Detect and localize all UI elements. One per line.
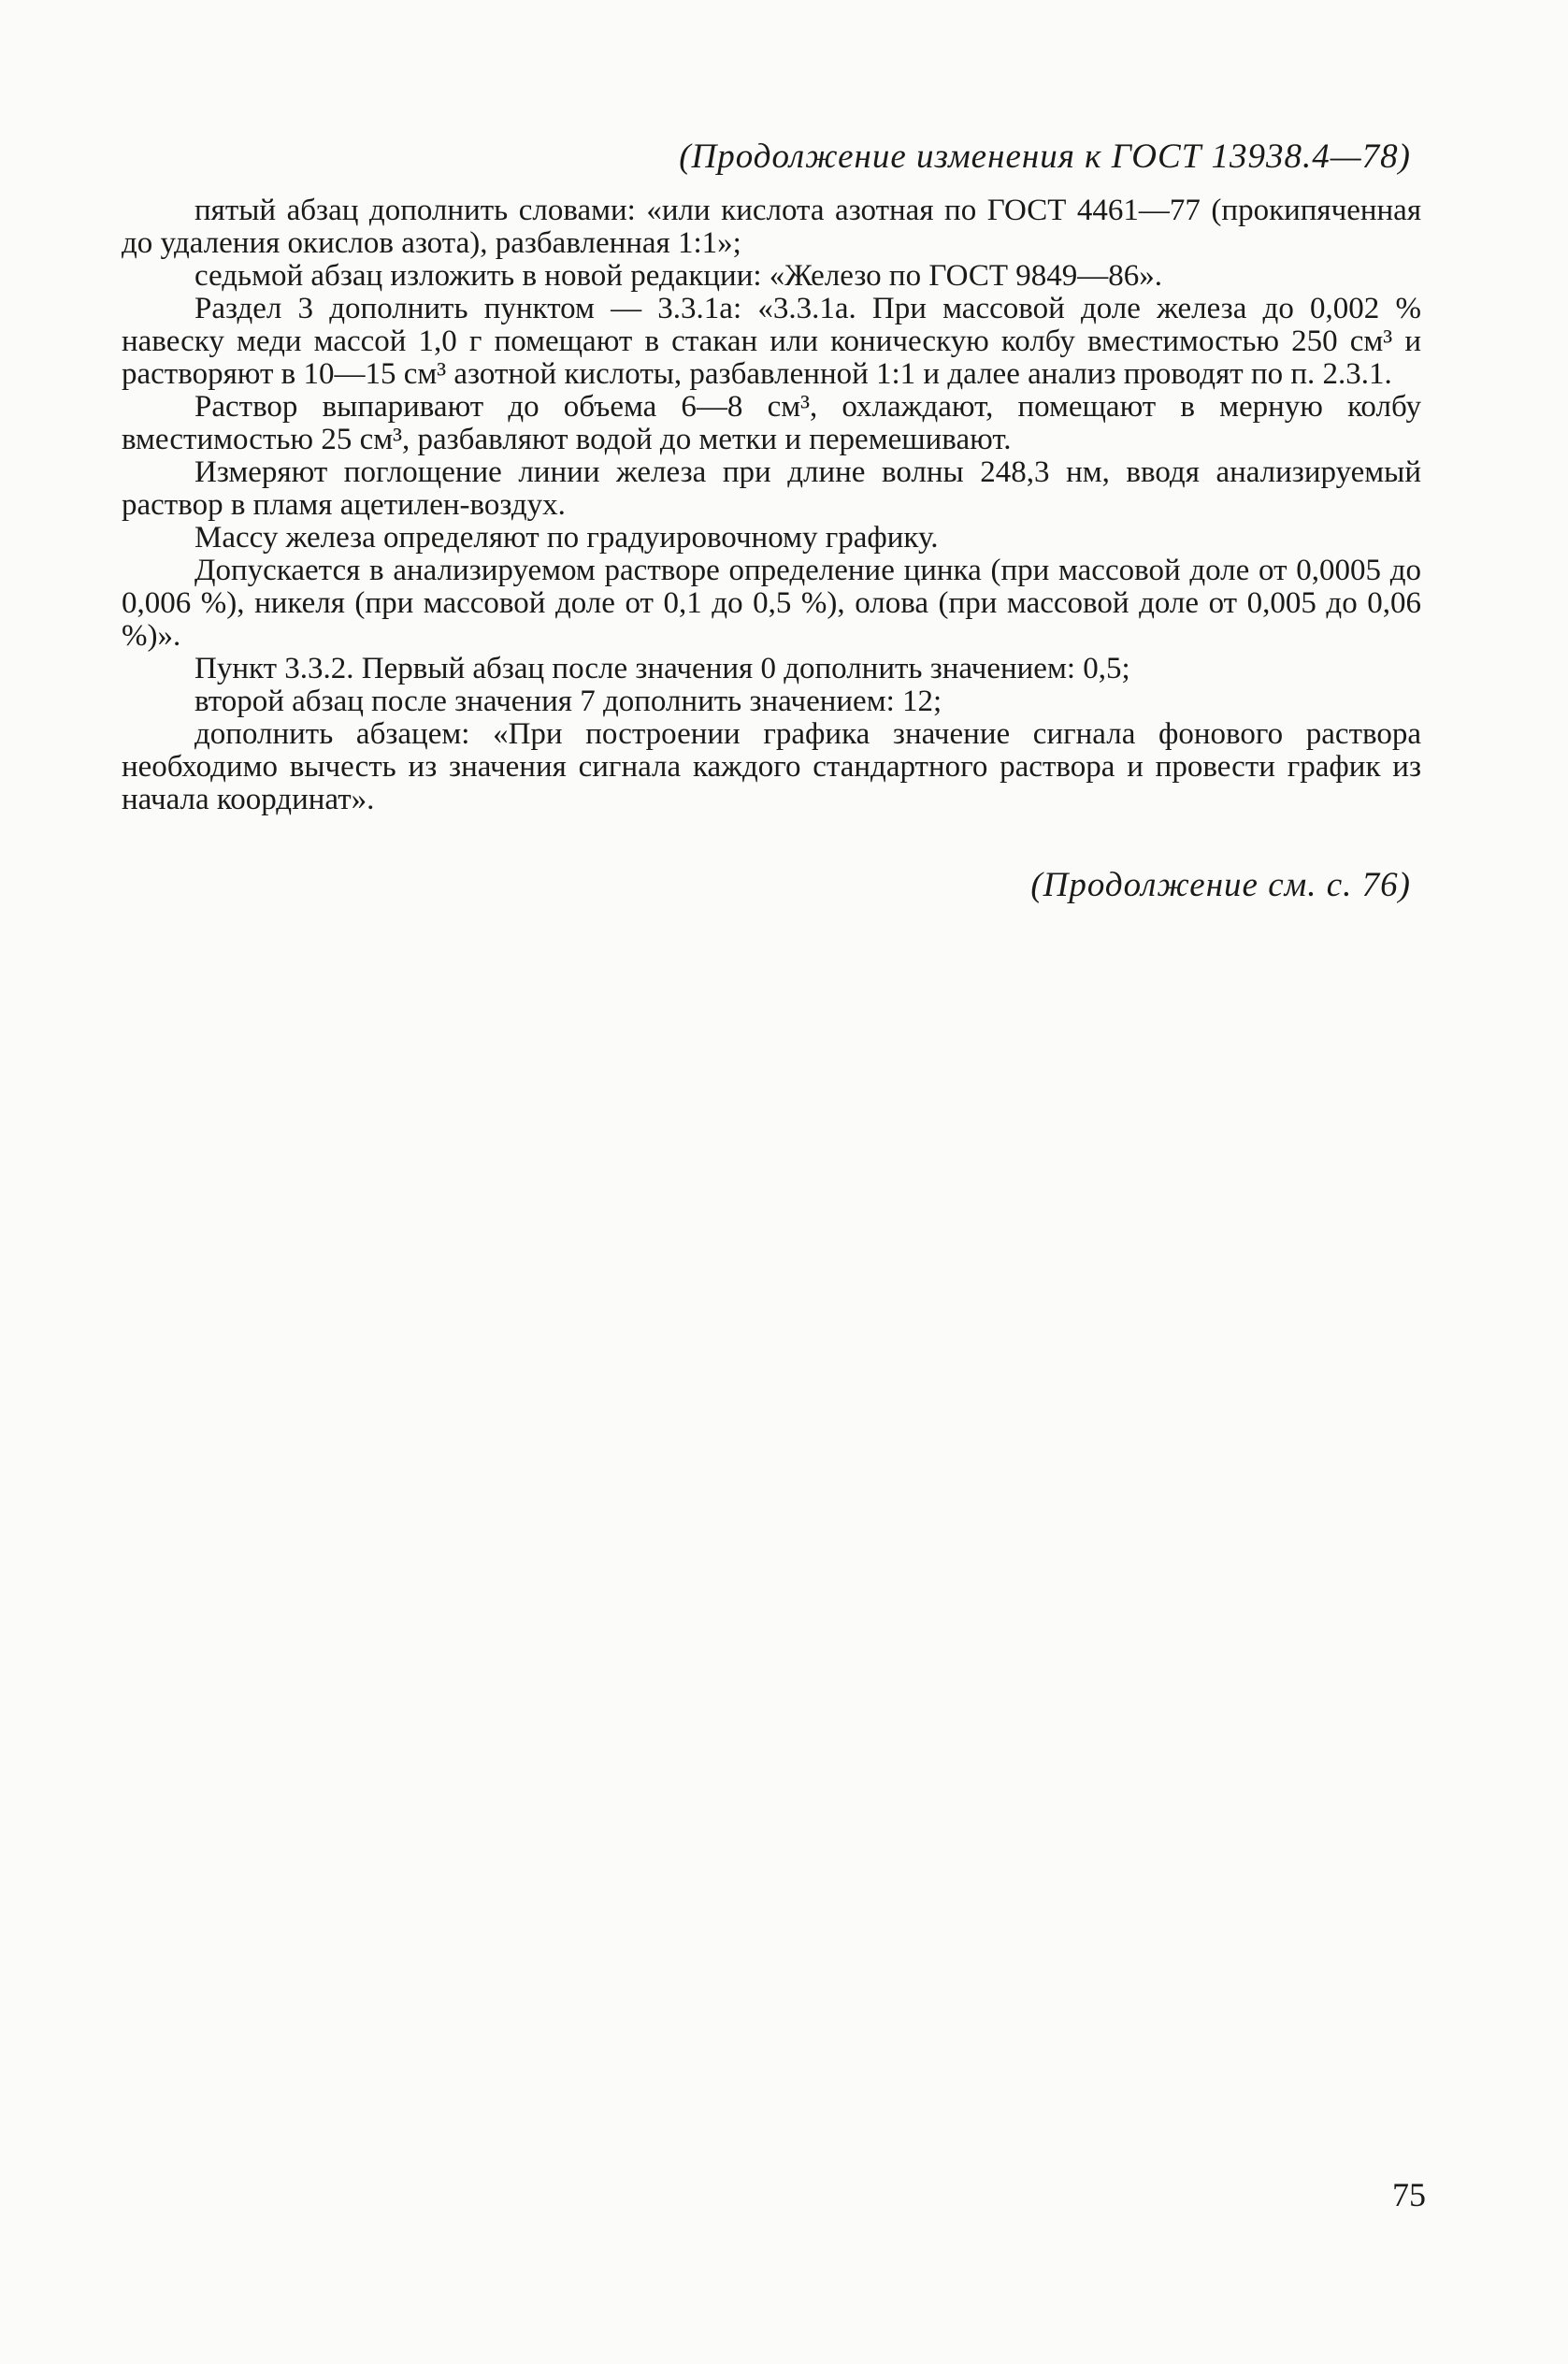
continuation-footer: (Продолжение см. с. 76) <box>1030 866 1411 904</box>
paragraph-fifth-abzac: пятый абзац дополнить словами: «или кислота азотная по ГОСТ 4461—77 (прокипяченная до удаления окислов азота), разбавленная 1:1»; <box>122 194 1421 260</box>
paragraph-iron-mass: Массу железа определяют по градуировочному графику. <box>194 521 939 555</box>
paragraph-seventh-abzac: седьмой абзац изложить в новой редакции: «Железо по ГОСТ 9849—86». <box>194 259 1163 293</box>
page-number: 75 <box>1392 2176 1426 2213</box>
continuation-header: (Продолжение изменения к ГОСТ 13938.4—78) <box>679 137 1411 176</box>
paragraph-absorption-measurement: Измеряют поглощение линии железа при длине волны 248,3 нм, вводя анализируемый раствор в пламя ацетилен-воздух. <box>122 455 1421 522</box>
paragraph-point-3-3-2: Пункт 3.3.2. Первый абзац после значения 0 дополнить значением: 0,5; <box>194 652 1130 685</box>
paragraph-second-abzac: второй абзац после значения 7 дополнить значением: 12; <box>194 685 942 718</box>
paragraph-evaporation: Раствор выпаривают до объема 6—8 см³, охлаждают, помещают в мерную колбу вместимостью 25 см³, разбавляют водой до метки и перемешивают. <box>122 390 1421 456</box>
amendment-text <box>122 195 1421 816</box>
paragraph-allowed-determination: Допускается в анализируемом растворе определение цинка (при массовой доле от 0,0005 до 0,006 %), никеля (при массовой доле от 0,1 до 0,5 %), олова (при массовой доле от 0,005 до 0,06 %)». <box>122 554 1421 653</box>
paragraph-add-abzac: дополнить абзацем: «При построении графика значение сигнала фонового раствора необходимо вычесть из значения сигнала каждого стандартного раствора и провести график из начала координат». <box>122 717 1421 816</box>
paragraph-section-3-addition: Раздел 3 дополнить пунктом — 3.3.1а: «3.3.1а. При массовой доле железа до 0,002 % навеску меди массой 1,0 г помещают в стакан или коническую колбу вместимостью 250 см³ и растворяют в 10—15 см³ азотной кислоты, разбавленной 1:1 и далее анализ проводят по п. 2.3.1. <box>122 292 1421 391</box>
